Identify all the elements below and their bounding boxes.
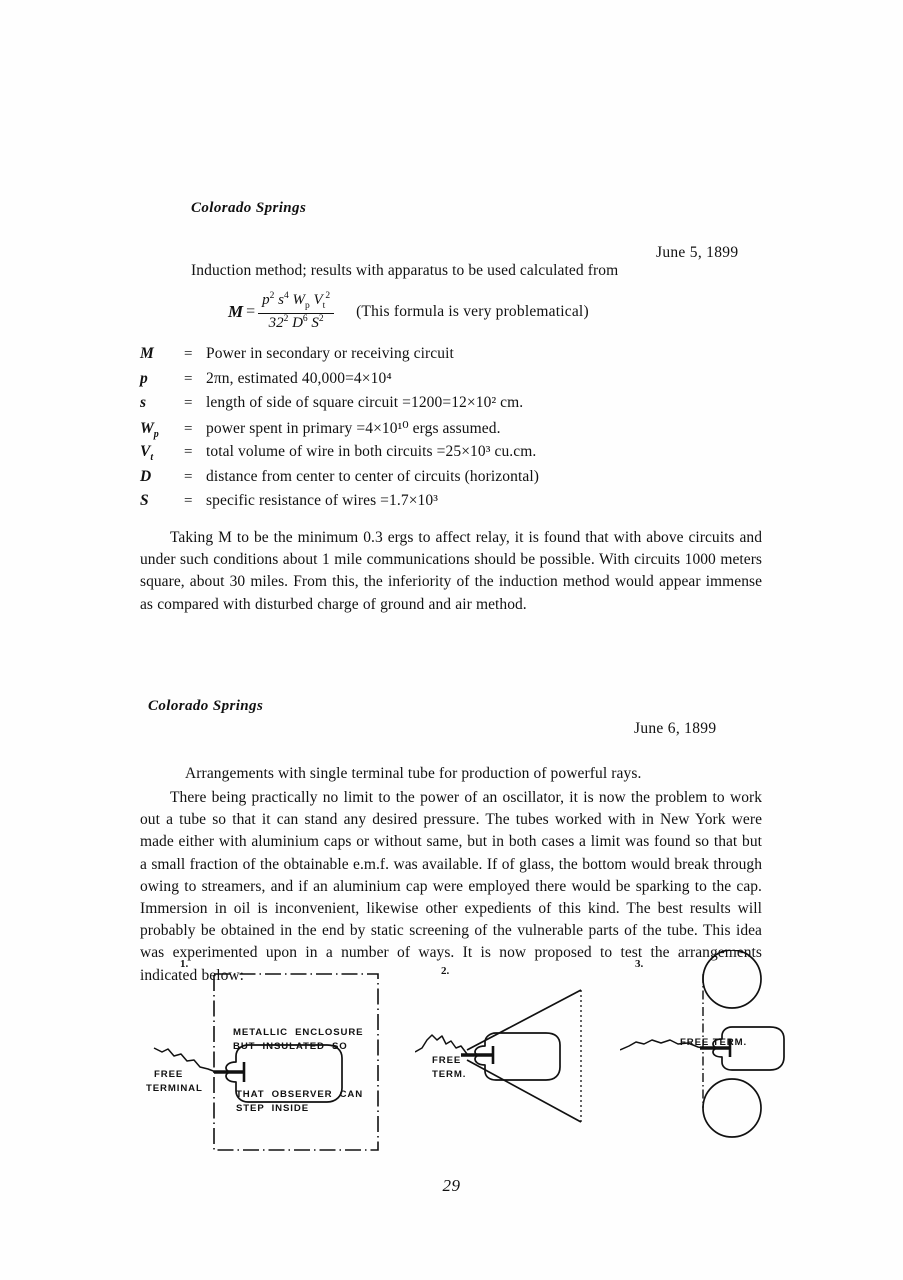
induction-formula [228, 292, 589, 332]
definition-equals: = [184, 395, 193, 411]
entry1-place-heading: Colorado Springs [191, 200, 307, 216]
free-terminal-wire [415, 1035, 467, 1054]
definition-symbol: $W_p$ [140, 419, 159, 440]
definition-symbol: $V_t$ [140, 443, 154, 464]
definition-symbol: p [140, 369, 148, 387]
upper-screening-sphere [703, 950, 761, 1008]
figure-1-number: 1. [180, 958, 189, 970]
formula-lhs: M [228, 301, 244, 321]
metallic-enclosure-rect [214, 974, 378, 1150]
definition-symbol: D [140, 467, 152, 485]
entry2-paragraph-text: There being practically no limit to the power of an oscillator, it is now the problem to work out a tube so that it can stand any desired pressure. The tubes worked with in New York were made either with aluminium caps or without same, but in both cases a limit was found so that but a small fraction of the obtainable e.m.f. was available. If of glass, the bottom would break through owing to streamers, and if an aluminium cap were employed there would be sparking to the cap. Immersion in oil is inconvenient, likewise other expedients of this kind. The best results will probably be obtained in the end by static screening of the vulnerable parts of the tube. This idea was experimented upon in a number of ways. It is now proposed to test the arrangements indicated below: [140, 789, 762, 984]
figure-1-enclosure-label-line3: THAT OBSERVER CAN [236, 1089, 364, 1100]
definition-symbol: S [140, 492, 149, 509]
definition-row [140, 492, 760, 517]
definition-value: specific resistance of wires =1.7×10³ [206, 492, 438, 509]
figure-3-drawing [620, 950, 870, 1165]
definition-row [140, 468, 760, 493]
definition-equals: = [184, 493, 193, 509]
definition-value: Power in secondary or receiving circuit [206, 345, 454, 362]
figure-3-number: 3. [635, 958, 644, 970]
figure-2-number: 2. [441, 965, 450, 977]
definition-equals: = [184, 444, 193, 460]
definition-value: length of side of square circuit =1200=12×10² cm. [206, 394, 524, 411]
definition-equals: = [184, 370, 193, 387]
definition-equals: = [184, 420, 193, 437]
figure-1-terminal-label-line1: FREE [154, 1069, 184, 1080]
formula-equals: = [246, 302, 256, 320]
formula-numerator: $p^2$ $s^4$ $W_p$ $V_t^2$ [262, 291, 331, 311]
definition-value: 2πn, estimated 40,000=4×10⁴ [206, 369, 392, 387]
figure-1-terminal-label-line2: TERMINAL [146, 1083, 203, 1094]
entry1-lead-line: Induction method; results with apparatus to be used calculated from [191, 262, 619, 279]
entry2-date: June 6, 1899 [634, 720, 717, 737]
lower-screening-sphere [703, 1079, 761, 1137]
figure-1-enclosure-label-line4: STEP INSIDE [236, 1103, 309, 1114]
definition-equals: = [184, 468, 193, 485]
figure-group [0, 950, 903, 1165]
figure-3-terminal-label: FREE TERM. [680, 1037, 748, 1048]
figure-2-terminal-label-line2: TERM. [432, 1069, 467, 1080]
definition-row [140, 370, 760, 395]
entry1-date: June 5, 1899 [656, 244, 739, 261]
definition-row [140, 345, 760, 370]
variable-definitions-list [140, 345, 760, 517]
definition-row [140, 443, 760, 468]
definition-value: power spent in primary =4×10¹⁰ ergs assumed. [206, 419, 501, 437]
definition-equals: = [184, 346, 193, 362]
cone-lower-edge [467, 1060, 581, 1122]
figure-1-enclosure-label-line2: BUT INSULATED SO [233, 1041, 348, 1052]
cone-upper-edge [467, 990, 581, 1050]
entry2-place-heading: Colorado Springs [148, 698, 264, 714]
formula-denominator: $32^2$ $D^6$ $S^2$ [268, 313, 324, 331]
definition-symbol: M [140, 345, 154, 362]
definition-row [140, 394, 760, 419]
figure-2-terminal-label-line1: FREE [432, 1055, 462, 1066]
entry1-paragraph-text: Taking M to be the minimum 0.3 ergs to affect relay, it is found that with above circuits and under such conditions about 1 mile communications should be possible. With circuits 1000 meters square, about 30 miles. From this, the inferiority of the induction method would appear immense as compared with disturbed charge of ground and air method. [140, 529, 762, 613]
entry1-body-paragraph [140, 527, 762, 616]
definition-row [140, 419, 760, 444]
definition-value: distance from center to center of circuits (horizontal) [206, 467, 540, 485]
figure-1-enclosure-label-line1: METALLIC ENCLOSURE [233, 1027, 364, 1038]
page-number: 29 [442, 1176, 461, 1195]
definition-value: total volume of wire in both circuits =25×10³ cu.cm. [206, 443, 537, 460]
formula-fraction [258, 292, 334, 332]
definition-symbol: s [140, 394, 147, 411]
formula-note: (This formula is very problematical) [356, 302, 589, 320]
entry2-lead-line: Arrangements with single terminal tube for production of powerful rays. [185, 765, 642, 782]
